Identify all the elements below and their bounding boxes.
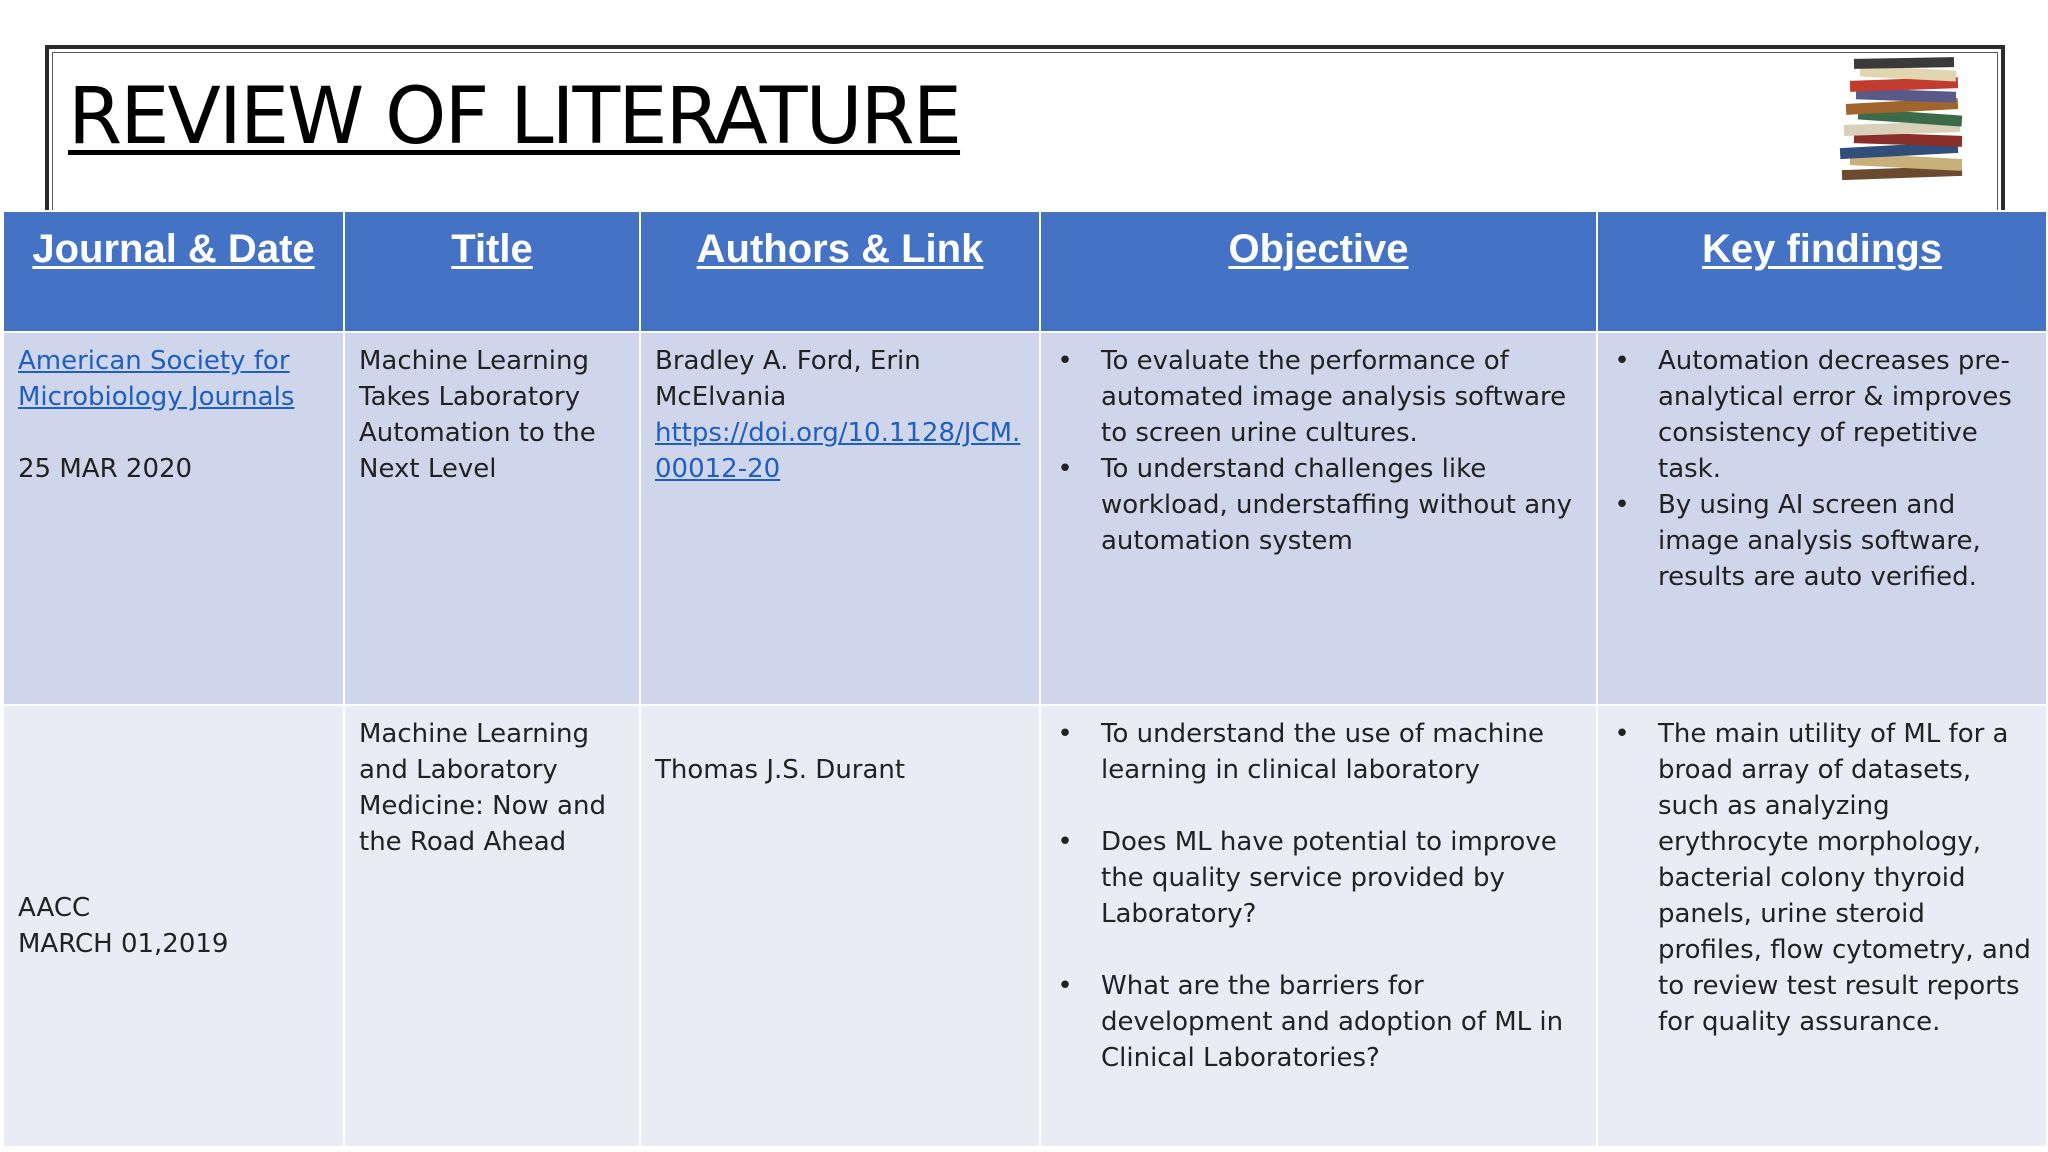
authors-link-cell	[640, 705, 1040, 1147]
slide-title: REVIEW OF LITERATURE	[68, 72, 961, 162]
journal-name: AACC	[18, 893, 91, 923]
objective-list	[1055, 716, 1584, 1076]
objective-list	[1055, 343, 1584, 559]
literature-table	[2, 210, 2048, 1148]
list-item: • To understand the use of machine learning in clinical laboratory	[1101, 716, 1584, 788]
header-authors-link: Authors & Link	[640, 211, 1040, 332]
list-item: • To understand challenges like workload, understaffing without any automation system	[1101, 451, 1584, 559]
list-item: • What are the barriers for development and adoption of ML in Clinical Laboratories?	[1101, 968, 1584, 1076]
journal-date-cell	[3, 332, 344, 705]
publication-date: MARCH 01,2019	[18, 929, 229, 959]
doi-link[interactable]: https://doi.org/10.1128/JCM.00012-20	[655, 418, 1021, 484]
journal-link[interactable]: American Society for Microbiology Journals	[18, 346, 295, 412]
authors: Bradley A. Ford, Erin McElvania	[655, 346, 921, 412]
header-key-findings: Key findings	[1597, 211, 2047, 332]
paper-title: Machine Learning Takes Laboratory Automation to the Next Level	[359, 346, 596, 484]
key-findings-list	[1612, 716, 2034, 1040]
key-findings-list	[1612, 343, 2034, 595]
title-cell	[344, 705, 640, 1147]
header-objective: Objective	[1040, 211, 1597, 332]
spacer	[18, 415, 331, 451]
list-item: • Automation decreases pre-analytical error & improves consistency of repetitive task.	[1658, 343, 2034, 487]
table-row	[3, 705, 2047, 1147]
objective-cell	[1040, 332, 1597, 705]
authors: Thomas J.S. Durant	[655, 755, 906, 785]
list-item: • Does ML have potential to improve the quality service provided by Laboratory?	[1101, 824, 1584, 932]
list-item: • To evaluate the performance of automated image analysis software to screen urine cultures.	[1101, 343, 1584, 451]
key-findings-cell	[1597, 705, 2047, 1147]
authors-link-cell	[640, 332, 1040, 705]
header-title: Title	[344, 211, 640, 332]
title-cell	[344, 332, 640, 705]
objective-cell	[1040, 705, 1597, 1147]
table-row	[3, 332, 2047, 705]
publication-date: 25 MAR 2020	[18, 454, 193, 484]
table-header-row	[3, 211, 2047, 332]
journal-date-cell	[3, 705, 344, 1147]
list-item: • The main utility of ML for a broad array of datasets, such as analyzing erythrocyte morphology, bacterial colony thyroid panels, urine steroid profiles, flow cytometry, and to review test result reports for quality assurance.	[1658, 716, 2034, 1040]
list-item: • By using AI screen and image analysis software, results are auto verified.	[1658, 487, 2034, 595]
paper-title: Machine Learning and Laboratory Medicine: Now and the Road Ahead	[359, 719, 606, 857]
key-findings-cell	[1597, 332, 2047, 705]
stack-of-books-icon	[1832, 52, 1992, 182]
header-journal-date: Journal & Date	[3, 211, 344, 332]
